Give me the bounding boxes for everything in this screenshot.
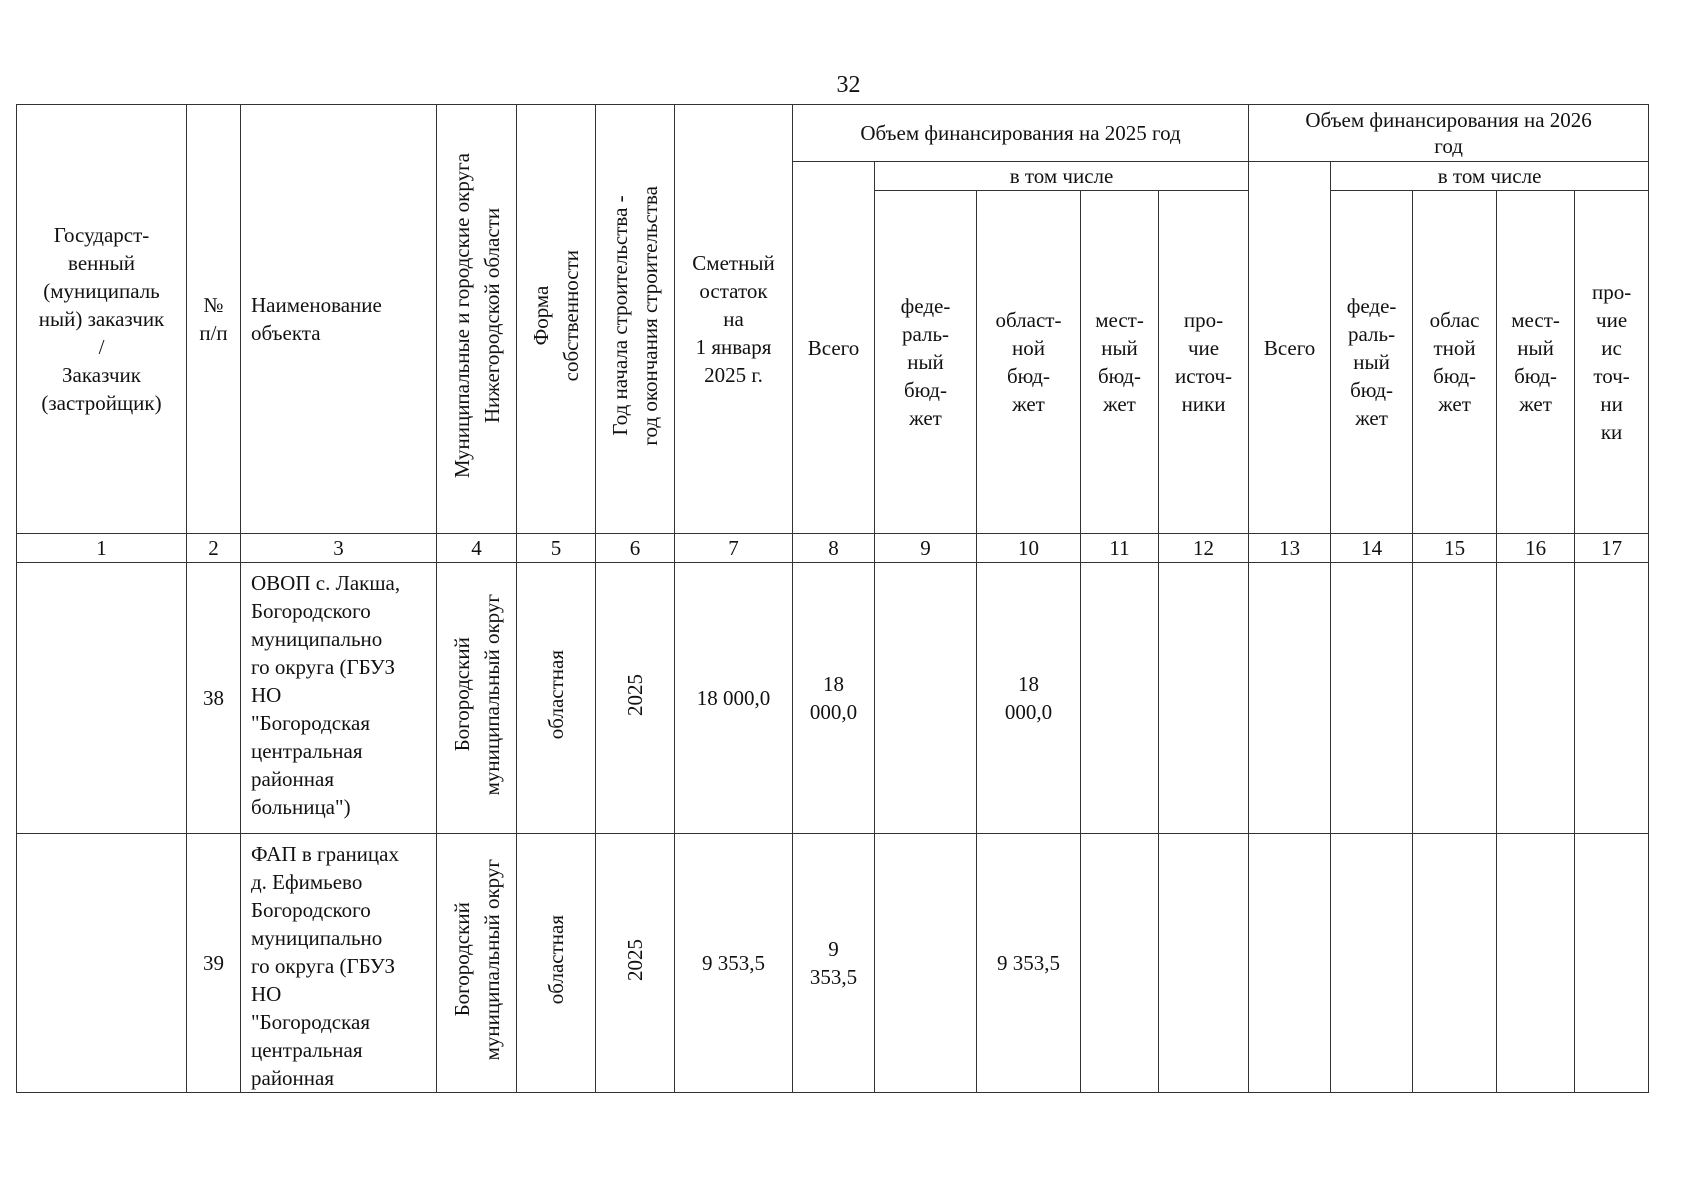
header-customer: Государст- венный (муниципаль ный) заказчик / Заказчик (застройщик) — [17, 105, 187, 534]
col-number: 16 — [1497, 534, 1575, 563]
row-years-text: 2025 — [623, 673, 647, 716]
row-regional-2026 — [1413, 834, 1497, 1093]
row-district — [437, 563, 517, 834]
header-other-2026: про- чие ис точ- ни ки — [1575, 191, 1649, 534]
row-total-2026 — [1249, 834, 1331, 1093]
header-including-2025: в том числе — [875, 162, 1249, 191]
column-number-row — [17, 534, 1649, 563]
header-total-2026: Всего — [1249, 162, 1331, 534]
header-row-1 — [17, 105, 1649, 162]
header-including-2026: в том числе — [1331, 162, 1649, 191]
col-number: 4 — [437, 534, 517, 563]
col-number: 1 — [17, 534, 187, 563]
row-regional-2025: 18 000,0 — [977, 563, 1081, 834]
row-customer — [17, 834, 187, 1093]
row-ownership-text: областная — [544, 649, 568, 740]
header-local-2026: мест- ный бюд- жет — [1497, 191, 1575, 534]
col-number: 14 — [1331, 534, 1413, 563]
row-ownership — [517, 834, 596, 1093]
header-ownership-text: Форма собственности — [529, 249, 583, 382]
col-number: 11 — [1081, 534, 1159, 563]
row-total-2026 — [1249, 563, 1331, 834]
col-number: 6 — [596, 534, 675, 563]
row-other-2026 — [1575, 563, 1649, 834]
row-federal-2026 — [1331, 834, 1413, 1093]
header-estimate: Сметный остаток на 1 января 2025 г. — [675, 105, 793, 534]
header-ownership — [517, 105, 596, 534]
header-fin-2025: Объем финансирования на 2025 год — [793, 105, 1249, 162]
header-local-2025: мест- ный бюд- жет — [1081, 191, 1159, 534]
row-local-2025 — [1081, 563, 1159, 834]
investment-table — [16, 104, 1649, 1093]
header-object-name: Наименование объекта — [241, 105, 437, 534]
col-number: 9 — [875, 534, 977, 563]
row-years — [596, 563, 675, 834]
col-number: 15 — [1413, 534, 1497, 563]
col-number: 5 — [517, 534, 596, 563]
row-object-name: ОВОП с. Лакша, Богородского муниципально го округа (ГБУЗ НО "Богородская центральная районная больница") — [241, 563, 437, 834]
row-federal-2025 — [875, 563, 977, 834]
row-years-text: 2025 — [623, 938, 647, 981]
header-federal-2025: феде- раль- ный бюд- жет — [875, 191, 977, 534]
col-number: 12 — [1159, 534, 1249, 563]
row-ownership — [517, 563, 596, 834]
row-ownership-text: областная — [544, 914, 568, 1005]
row-federal-2026 — [1331, 563, 1413, 834]
header-years — [596, 105, 675, 534]
row-num: 39 — [187, 834, 241, 1093]
header-regional-2026: облас тной бюд- жет — [1413, 191, 1497, 534]
row-customer — [17, 563, 187, 834]
row-estimate: 9 353,5 — [675, 834, 793, 1093]
row-federal-2025 — [875, 834, 977, 1093]
header-districts — [437, 105, 517, 534]
header-years-text: Год начала строительства - год окончания строительства — [608, 185, 662, 446]
col-number: 8 — [793, 534, 875, 563]
col-number: 17 — [1575, 534, 1649, 563]
col-number: 13 — [1249, 534, 1331, 563]
row-num: 38 — [187, 563, 241, 834]
table-row — [17, 563, 1649, 834]
row-years — [596, 834, 675, 1093]
row-other-2025 — [1159, 563, 1249, 834]
table-row — [17, 834, 1649, 1093]
row-local-2026 — [1497, 563, 1575, 834]
row-regional-2025: 9 353,5 — [977, 834, 1081, 1093]
header-num: № п/п — [187, 105, 241, 534]
row-district — [437, 834, 517, 1093]
row-district-text: Богородский муниципальный округ — [449, 593, 504, 796]
page-number: 32 — [836, 72, 861, 98]
header-fin-2026: Объем финансирования на 2026 год — [1249, 105, 1649, 162]
row-total-2025: 18 000,0 — [793, 563, 875, 834]
col-number: 2 — [187, 534, 241, 563]
row-total-2025: 9 353,5 — [793, 834, 875, 1093]
col-number: 7 — [675, 534, 793, 563]
row-object-name: ФАП в границах д. Ефимьево Богородского муниципально го округа (ГБУЗ НО "Богородская центральная районная — [241, 834, 437, 1093]
header-regional-2025: област- ной бюд- жет — [977, 191, 1081, 534]
col-number: 3 — [241, 534, 437, 563]
row-local-2026 — [1497, 834, 1575, 1093]
row-district-text: Богородский муниципальный округ — [449, 858, 504, 1061]
col-number: 10 — [977, 534, 1081, 563]
row-estimate: 18 000,0 — [675, 563, 793, 834]
row-other-2026 — [1575, 834, 1649, 1093]
header-total-2025: Всего — [793, 162, 875, 534]
row-local-2025 — [1081, 834, 1159, 1093]
header-districts-text: Муниципальные и городские округа Нижегородской области — [449, 152, 504, 479]
row-other-2025 — [1159, 834, 1249, 1093]
row-regional-2026 — [1413, 563, 1497, 834]
header-other-2025: про- чие источ- ники — [1159, 191, 1249, 534]
header-federal-2026: феде- раль- ный бюд- жет — [1331, 191, 1413, 534]
